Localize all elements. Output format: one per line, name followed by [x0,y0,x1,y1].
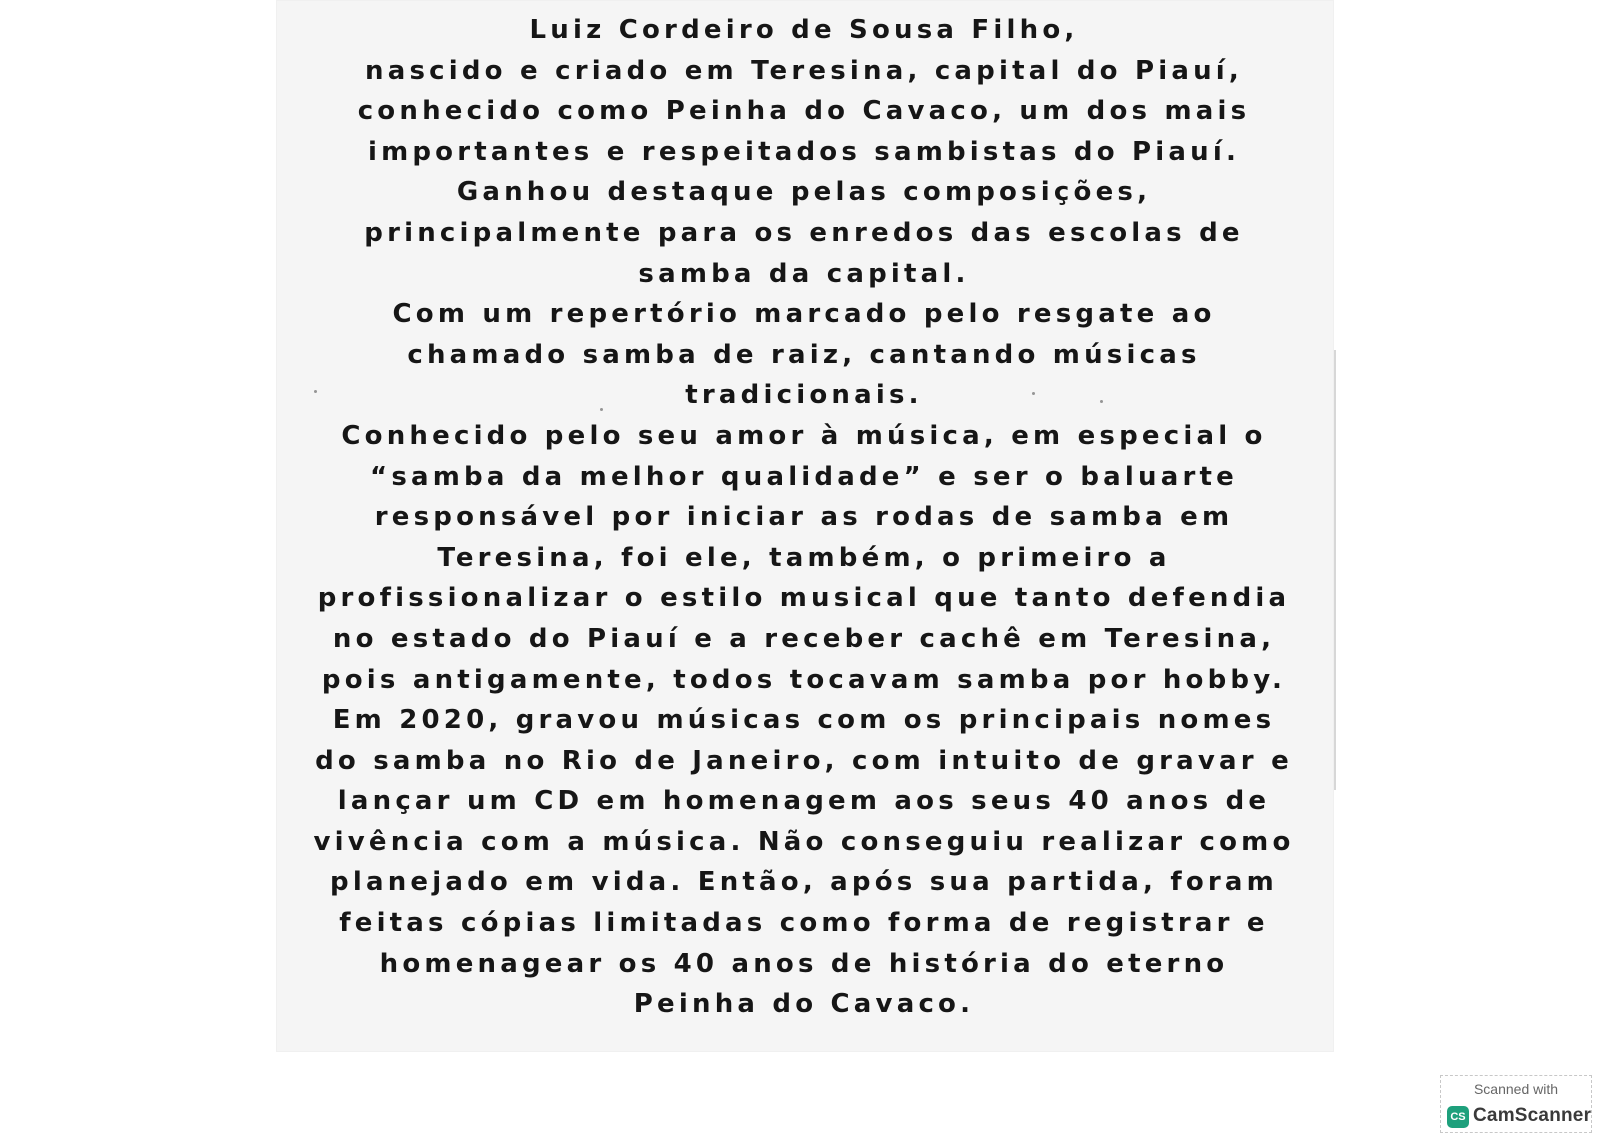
text-line: profissionalizar o estilo musical que tanto defendia [317,583,1291,614]
text-line: principalmente para os enredos das escolas de [364,217,1244,248]
text-line: do samba no Rio de Janeiro, com intuito de gravar e [315,745,1293,776]
text-line: chamado samba de raiz, cantando músicas [407,339,1201,370]
text-line: no estado do Piauí e a receber cachê em Teresina, [332,623,1276,654]
text-line: samba da capital. [638,258,970,289]
text-line: Conhecido pelo seu amor à música, em especial o [341,420,1267,451]
text-line: importantes e respeitados sambistas do Piauí. [367,136,1241,167]
text-line: “samba da melhor qualidade” e ser o baluarte [370,461,1238,492]
text-line: tradicionais. [685,380,923,411]
text-line: homenagear os 40 anos de história do eterno [379,948,1229,979]
text-line: Com um repertório marcado pelo resgate ao [392,299,1216,330]
text-line: Em 2020, gravou músicas com os principais nomes [332,705,1276,736]
text-line: Teresina, foi ele, também, o primeiro a [437,542,1171,573]
text-line: nascido e criado em Teresina, capital do Piauí, [365,55,1243,86]
watermark-caption: Scanned with [1473,1081,1559,1097]
text-line: Peinha do Cavaco. [633,989,975,1020]
text-line: responsável por iniciar as rodas de samba em [374,502,1234,533]
document-text [296,10,1312,1025]
text-line: Ganhou destaque pelas composições, [456,177,1152,208]
scan-edge-shadow [1334,350,1336,790]
text-line: Luiz Cordeiro de Sousa Filho, [529,15,1079,45]
text-line: planejado em vida. Então, após sua partida, foram [330,867,1278,898]
camscanner-watermark [1440,1075,1592,1133]
text-line: feitas cópias limitadas como forma de registrar e [339,908,1269,939]
text-line: conhecido como Peinha do Cavaco, um dos mais [357,96,1251,127]
text-line: vivência com a música. Não conseguiu realizar como [313,826,1295,857]
watermark-brand: CamScanner [1473,1105,1592,1126]
text-line: lançar um CD em homenagem aos seus 40 anos de [337,786,1271,817]
camscanner-logo-icon: CS [1447,1106,1469,1128]
text-line: pois antigamente, todos tocavam samba por hobby. [321,664,1287,695]
